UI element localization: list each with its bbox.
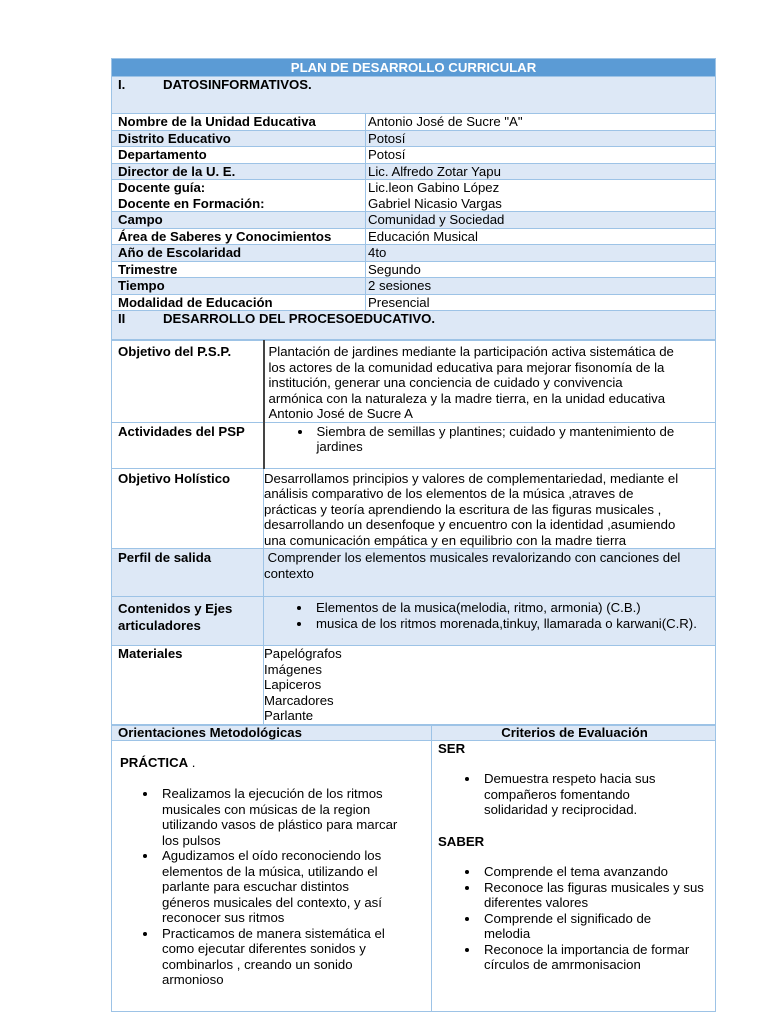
value-objetivo-psp [264, 341, 716, 423]
saber-item: • Reconoce las figuras musicales y sus diferentes valores [480, 880, 715, 911]
material-item: Marcadores [264, 692, 334, 708]
section-2-number: II [118, 311, 126, 326]
label-director: Director de la U. E. [112, 163, 366, 180]
value-docente-guia: Lic.leon Gabino López [368, 180, 500, 195]
material-item: Papelógrafos [264, 646, 342, 661]
value-materiales [264, 646, 716, 725]
label-departamento: Departamento [112, 147, 366, 164]
value-distrito: Potosí [366, 130, 716, 147]
plan-table [111, 58, 716, 340]
label-contenidos [112, 597, 264, 646]
saber-item: • Comprende el significado de melodia [480, 911, 715, 942]
value-area-saberes: Educación Musical [366, 228, 716, 245]
section-1-label: DATOSINFORMATIVOS. [163, 77, 312, 92]
label-area-saberes: Área de Saberes y Conocimientos [112, 228, 366, 245]
value-director: Lic. Alfredo Zotar Yapu [366, 163, 716, 180]
section-1-number: I. [118, 77, 126, 92]
value-contenidos [264, 597, 716, 646]
label-modalidad: Modalidad de Educación [112, 294, 366, 311]
psp-line: armónica con la naturaleza y la madre tierra, en la unidad educativa [268, 390, 666, 406]
material-item: Lapiceros [264, 677, 322, 692]
contenido-item: • musica de los ritmos morenada,tinkuy, llamarada o karwani(C.R). [312, 616, 711, 632]
value-departamento: Potosí [366, 147, 716, 164]
methodology-table [111, 725, 716, 1012]
value-perfil-salida [264, 549, 716, 597]
criterios-body [432, 740, 716, 1011]
actividad-item: • Siembra de semillas y plantines; cuidado y mantenimiento de jardines [313, 424, 712, 455]
value-actividades-psp [264, 422, 716, 468]
label-objetivo-holistico: Objetivo Holístico [112, 468, 264, 549]
label-perfil-salida: Perfil de salida [112, 549, 264, 597]
label-objetivo-psp: Objetivo del P.S.P. [112, 341, 264, 423]
contenidos-label-2: articuladores [118, 618, 201, 633]
psp-line: los actores de la comunidad educativa para mejorar fisonomía de la [268, 359, 665, 375]
holistico-line: una comunicación empática y en equilibrio con la madre tierra [264, 532, 627, 548]
perfil-line: Comprender los elementos musicales revalorizando con canciones del [264, 550, 681, 565]
value-objetivo-holistico [264, 468, 716, 549]
header-orientaciones: Orientaciones Metodológicas [112, 725, 432, 740]
ser-item: • Demuestra respeto hacia sus compañeros fomentando solidaridad y reciprocidad. [480, 771, 685, 818]
label-docente-guia: Docente guía: [118, 180, 206, 195]
saber-item: • Reconoce la importancia de formar círculos de amrmonisacion [480, 942, 715, 973]
material-item: Imágenes [264, 661, 322, 677]
contenidos-label-1: Contenidos y Ejes [118, 601, 233, 616]
psp-line: Antonio José de Sucre A [268, 406, 413, 421]
ser-title: SER [438, 740, 466, 756]
saber-title: SABER [438, 833, 485, 849]
section-1-header [112, 77, 716, 114]
value-trimestre: Segundo [366, 261, 716, 278]
label-ano-escolaridad: Año de Escolaridad [112, 245, 366, 262]
material-item: Parlante [264, 708, 314, 723]
curricular-plan-document [111, 58, 715, 1012]
label-materiales: Materiales [112, 646, 264, 725]
label-docentes [112, 180, 366, 212]
practica-dot: . [188, 754, 196, 770]
label-campo: Campo [112, 212, 366, 229]
orientacion-item: • Agudizamos el oído reconociendo los elementos de la música, utilizando el parlante para escuchar distintos géneros musicales del contexto, y así reconocer sus ritmos [158, 848, 399, 926]
label-trimestre: Trimestre [112, 261, 366, 278]
holistico-line: desarrollando un desenfoque y encuentro con la identidad ,asumiendo [264, 517, 676, 532]
orientacion-item: • Realizamos la ejecución de los ritmos musicales con músicas de la region utilizando vasos de plástico para marcar los pulsos [158, 786, 399, 848]
value-docentes [366, 180, 716, 212]
psp-line: Plantación de jardines mediante la participación activa sistemática de [268, 344, 674, 359]
value-tiempo: 2 sesiones [366, 278, 716, 295]
holistico-line: Desarrollamos principios y valores de complementariedad, mediante el [264, 470, 679, 486]
header-criterios: Criterios de Evaluación [432, 725, 716, 740]
document-title: PLAN DE DESARROLLO CURRICULAR [112, 59, 716, 77]
process-table [111, 340, 716, 725]
orientaciones-body [112, 740, 432, 1011]
value-campo: Comunidad y Sociedad [366, 212, 716, 229]
label-unidad-educativa: Nombre de la Unidad Educativa [112, 114, 366, 131]
value-unidad-educativa: Antonio José de Sucre "A" [366, 114, 716, 131]
practica-title: PRÁCTICA [120, 754, 189, 770]
section-2-header [112, 311, 716, 340]
label-docente-formacion: Docente en Formación: [118, 195, 265, 211]
psp-line: institución, generar una conciencia de cuidado y convivencia [268, 375, 623, 390]
label-actividades-psp: Actividades del PSP [112, 422, 264, 468]
value-modalidad: Presencial [366, 294, 716, 311]
label-tiempo: Tiempo [112, 278, 366, 295]
holistico-line: análisis comparativo de los elementos de la música ,atraves de [264, 486, 634, 501]
saber-item: • Comprende el tema avanzando [480, 864, 715, 880]
value-ano-escolaridad: 4to [366, 245, 716, 262]
contenido-item: • Elementos de la musica(melodia, ritmo, armonia) (C.B.) [312, 600, 711, 616]
section-2-label: DESARROLLO DEL PROCESOEDUCATIVO. [163, 311, 436, 326]
label-distrito: Distrito Educativo [112, 130, 366, 147]
value-docente-formacion: Gabriel Nicasio Vargas [368, 195, 502, 211]
perfil-line: contexto [264, 565, 314, 581]
holistico-line: prácticas y teoría aprendiendo la escritura de las figuras musicales , [264, 501, 662, 517]
orientacion-item: • Practicamos de manera sistemática el como ejecutar diferentes sonidos y combinarlos , creando un sonido armonioso [158, 926, 399, 988]
